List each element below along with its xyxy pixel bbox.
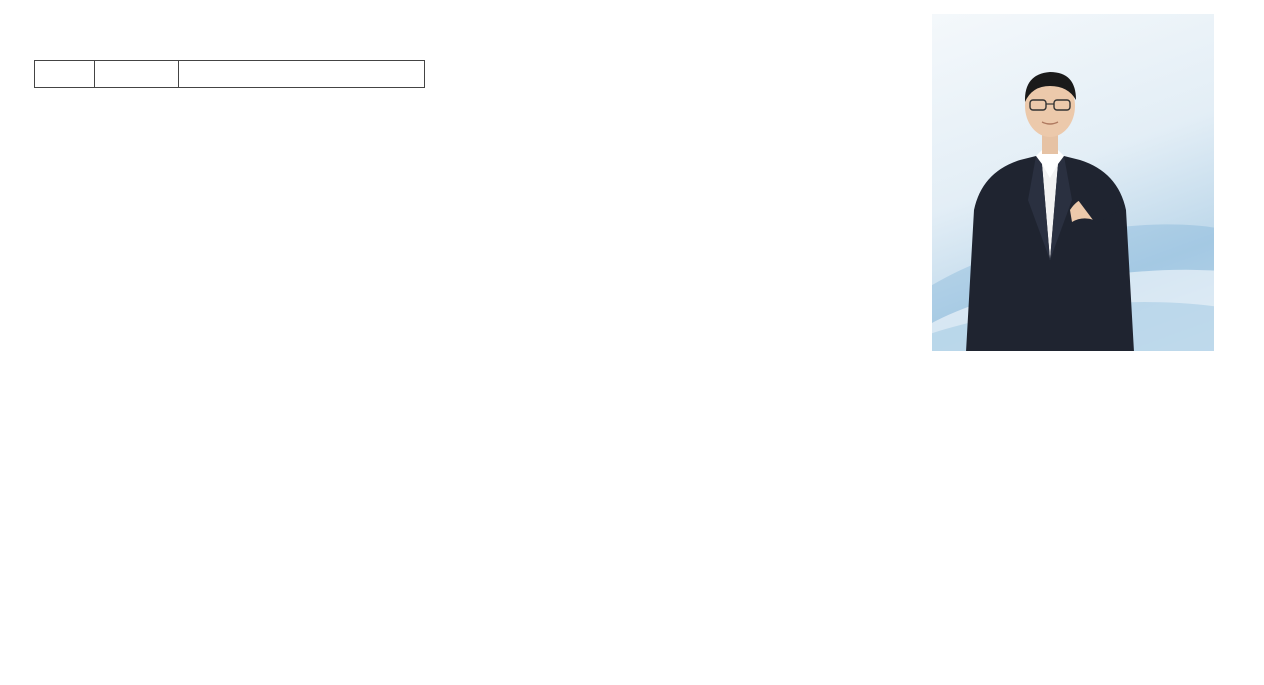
schedule-table	[34, 60, 425, 88]
schedule-header-row	[35, 61, 425, 88]
schedule-section	[34, 52, 426, 88]
header-topic	[179, 61, 425, 88]
header-date	[35, 61, 95, 88]
header-time	[95, 61, 179, 88]
professor-portrait	[958, 60, 1142, 351]
profile-photo-card	[932, 14, 1214, 351]
